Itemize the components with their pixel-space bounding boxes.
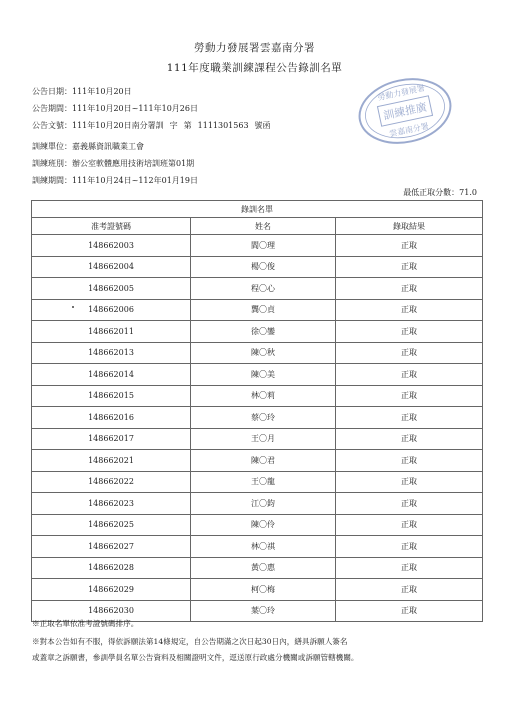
cell-name: 柯〇梅 [191,579,336,601]
doc-no: 1111301563 [197,121,249,130]
cell-name: 蔡〇玲 [191,407,336,429]
cell-result: 正取 [336,428,483,450]
cell-result: 正取 [336,450,483,472]
stamp-bottom-text: 雲嘉南分署 [388,121,430,139]
cell-result: 正取 [336,321,483,343]
cell-result: 正取 [336,278,483,300]
cell-result: 正取 [336,536,483,558]
sort-note: ※正取名單依准考證號碼排序。 [32,619,139,628]
table-row [32,471,483,493]
cell-name: 林〇祺 [191,536,336,558]
stamp-top-text: 勞動力發展署 [376,83,426,103]
cell-result: 正取 [336,364,483,386]
table-row [32,407,483,429]
cell-name: 王〇月 [191,428,336,450]
cell-exam-number: 148662003 [32,235,191,257]
cell-result: 正取 [336,579,483,601]
document-title: 111年度職業訓練課程公告錄訓名單 [166,62,343,74]
cell-exam-number: 148662027 [32,536,191,558]
table-row [32,235,483,257]
cell-name: 程〇心 [191,278,336,300]
cell-name: 黃〇惠 [191,557,336,579]
cell-result: 正取 [336,385,483,407]
table-row [32,342,483,364]
doc-no-label: 第 [183,121,192,130]
training-course: 訓練班別：辦公室軟體應用技術培訓班第01期 [32,159,195,168]
doc-prefix: 公告文號：111年10月20日南分署訓 [32,121,164,130]
table-row [32,493,483,515]
cell-result: 正取 [336,299,483,321]
table-row [32,536,483,558]
cell-exam-number: 148662021 [32,450,191,472]
header-result: 錄取結果 [336,218,483,235]
stamp-middle-text: 訓練推廣 [382,100,428,123]
table-row [32,364,483,386]
cell-result: 正取 [336,557,483,579]
cell-result: 正取 [336,407,483,429]
table-row [32,557,483,579]
cell-name: 楊〇俊 [191,256,336,278]
cell-exam-number: 148662004 [32,256,191,278]
stray-mark [72,306,74,308]
training-period: 訓練期間：111年10月24日~112年01月19日 [32,176,198,185]
header-exam-number: 准考證號碼 [32,218,191,235]
cell-exam-number: 148662006 [32,299,191,321]
table-row [32,514,483,536]
admission-roster-table [31,200,483,622]
cell-exam-number: 148662015 [32,385,191,407]
cell-name: 陳〇秋 [191,342,336,364]
cell-result: 正取 [336,514,483,536]
table-row [32,579,483,601]
doc-char: 字 [169,121,178,130]
announce-date: 公告日期：111年10月20日 [32,87,132,96]
table-header-row [32,218,483,235]
appeal-note-line2: 或蓋章之訴願書，參訓學員名單公告資料及相關證明文件，逕送原行政處分機關或訴願管轄機關。 [32,653,359,662]
cell-exam-number: 148662005 [32,278,191,300]
training-unit: 訓練單位：嘉義縣資訊職業工會 [32,142,144,151]
cell-result: 正取 [336,256,483,278]
table-row [32,450,483,472]
cell-name: 閻〇理 [191,235,336,257]
cell-exam-number: 148662025 [32,514,191,536]
announce-period: 公告期間：111年10月20日~111年10月26日 [32,104,198,113]
table-row [32,278,483,300]
header-name: 姓名 [191,218,336,235]
cell-name: 江〇鈞 [191,493,336,515]
cell-exam-number: 148662014 [32,364,191,386]
cell-exam-number: 148662013 [32,342,191,364]
cell-exam-number: 148662016 [32,407,191,429]
cell-result: 正取 [336,235,483,257]
table-row [32,256,483,278]
cell-exam-number: 148662023 [32,493,191,515]
table-caption: 錄訓名單 [32,201,483,218]
cell-exam-number: 148662022 [32,471,191,493]
official-seal-stamp [355,75,455,147]
cell-result: 正取 [336,493,483,515]
cell-result: 正取 [336,600,483,622]
cell-exam-number: 148662017 [32,428,191,450]
appeal-note-line1: ※對本公告如有不服，得依訴願法第14條規定，自公告期滿之次日起30日內，繕具訴願人簽名 [32,637,348,646]
cell-exam-number: 148662030 [32,600,191,622]
cell-name: 徐〇鑾 [191,321,336,343]
cell-name: 林〇莉 [191,385,336,407]
cell-name: 陳〇君 [191,450,336,472]
cell-result: 正取 [336,342,483,364]
cell-result: 正取 [336,471,483,493]
cell-name: 陳〇美 [191,364,336,386]
document-number [32,120,271,131]
cell-exam-number: 148662011 [32,321,191,343]
doc-suffix: 號函 [254,121,271,130]
table-row [32,299,483,321]
table-row [32,385,483,407]
table-row [32,321,483,343]
cell-name: 葉〇玲 [191,600,336,622]
cell-name: 王〇龍 [191,471,336,493]
min-score: 最低正取分數：71.0 [403,188,477,197]
agency-heading: 勞動力發展署雲嘉南分署 [194,42,315,54]
cell-name: 陳〇伶 [191,514,336,536]
table-row [32,428,483,450]
cell-exam-number: 148662029 [32,579,191,601]
cell-exam-number: 148662028 [32,557,191,579]
cell-name: 龔〇貞 [191,299,336,321]
